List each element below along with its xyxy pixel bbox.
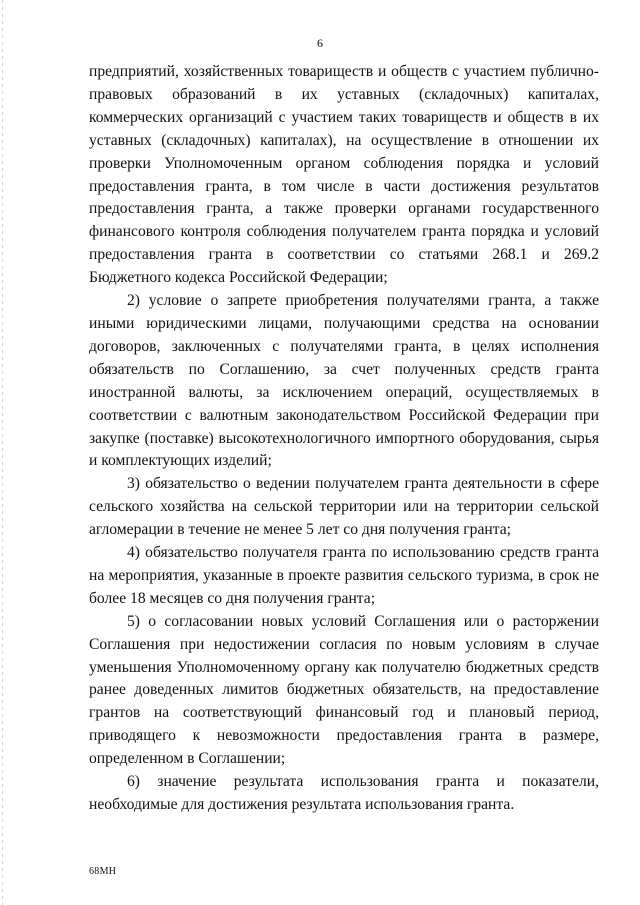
paragraph-item-4: 4) обязательство получателя гранта по использованию средств гранта на мероприятия, указанные в проекте развития сельского туризма, в срок не более 18 месяцев со дня получения гранта; [89, 544, 599, 607]
paragraph-item-6: 6) значение результата использования гранта и показатели, необходимые для достижения результата использования гранта. [89, 773, 599, 813]
paragraph-continuation: предприятий, хозяйственных товариществ и обществ с участием публично-правовых образований в их уставных (складочных) капиталах, коммерческих организаций с участием таких товариществ и обществ в их уставных (складочных) капиталах), на осуществление в отношении их проверки Уполномоченным органом соблюдения порядка и условий предоставления гранта, в том числе в части достижения результатов предоставления гранта, а также проверки органами государственного финансового контроля соблюдения получателем гранта порядка и условий предоставления гранта в соответствии со статьями 268.1 и 269.2 Бюджетного кодекса Российской Федерации; [89, 63, 599, 287]
scan-edge [2, 0, 3, 905]
paragraph-item-5: 5) о согласовании новых условий Соглашения или о расторжении Соглашения при недостижении согласия по новым условиям в случае уменьшения Уполномоченному органу как получателю бюджетных средств ранее доведенных лимитов бюджетных обязательств, на предоставление грантов на соответствующий финансовый год и плановый период, приводящего к невозможности предоставления гранта в размере, определенном в Соглашении; [89, 612, 599, 768]
paragraph-item-2: 2) условие о запрете приобретения получателями гранта, а также иными юридическими лицами, получающими средства на основании договоров, заключенных с получателями гранта, в целях исполнения обязательств по Соглашению, за счет полученных средств гранта иностранной валюты, за исключением операций, осуществляемых в соответствии с валютным законодательством Российской Федерации при закупке (поставке) высокотехнологичного импортного оборудования, сырья и комплектующих изделий; [89, 292, 599, 470]
page-number: 6 [317, 36, 323, 50]
footer-document-code: 68МН [89, 866, 117, 877]
paragraph-item-3: 3) обязательство о ведении получателем гранта деятельности в сфере сельского хозяйства на сельской территории или на территории сельской агломерации в течение не менее 5 лет со дня получения гранта; [89, 475, 599, 539]
document-body [89, 61, 599, 817]
